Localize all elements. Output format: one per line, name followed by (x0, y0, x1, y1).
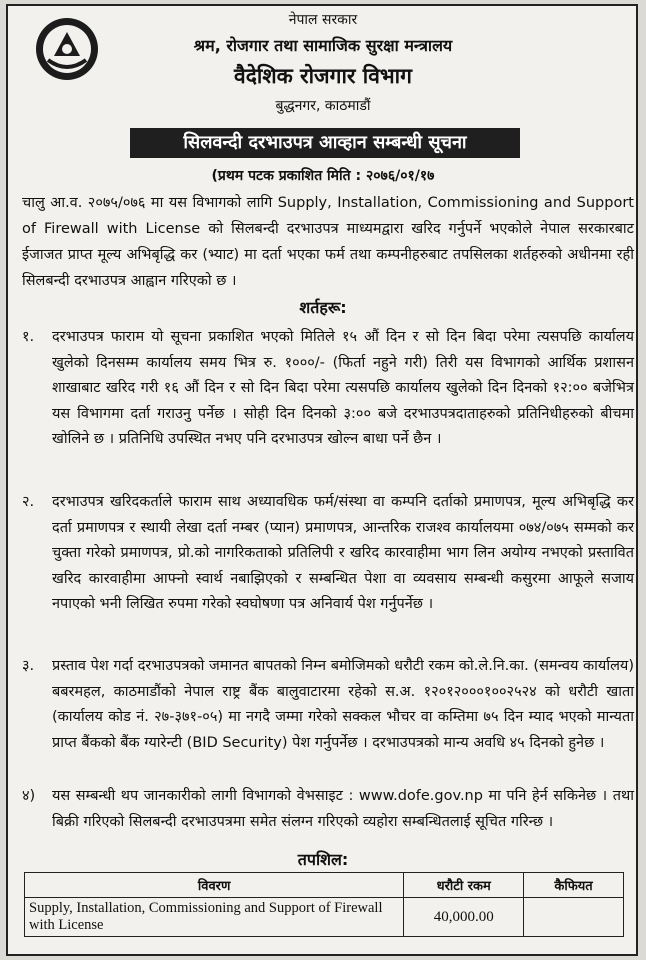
cell-description: Supply, Installation, Commissioning and Support of Firewall with License (25, 898, 404, 937)
term-item (14, 490, 634, 618)
column-header-deposit: धरौटी रकम (404, 873, 524, 898)
term-number: १. (22, 329, 35, 345)
term-text: यस सम्बन्धी थप जानकारीको लागी विभागको वेभसाइट : www.dofe.gov.np मा पनि हेर्न सकिनेछ । तथा बिक्री गरिएको सिलबन्दी दरभाउपत्रमा समेत संलग्न गरिएको व्यहोरा सम्बन्धितलाई सूचित गरिन्छ । (52, 788, 634, 830)
term-number: ४) (22, 788, 36, 804)
term-item (14, 654, 634, 756)
term-text: दरभाउपत्र फाराम यो सूचना प्रकाशित भएको मितिले १५ औं दिन र सो दिन बिदा परेमा त्यसपछि कार्यालय खुलेको दिनसम्म कार्यालय समय भित्र रु. १०००/- (फिर्ता नहुने गरी) तिरी यस विभागको आर्थिक प्रशासन शाखाबाट खरिद गरी १६ औं दिन र सो दिन बिदा परेमा त्यसपछि कार्यालय खुलेको दिन दिनको १२:०० बजेभित्र यस विभागमा दर्ता गराउनु पर्नेछ । सोही दिन दिनको ३:०० बजे दरभाउपत्रदाताहरुको प्रतिनिधीहरुको बीचमा खोलिने छ । प्रतिनिधि उपस्थित नभए पनि दरभाउपत्र खोल्न बाधा पर्ने छैन । (52, 329, 634, 447)
table-row (25, 898, 624, 937)
office-location: बुद्धनगर, काठमाडौं (275, 98, 371, 114)
schedule-heading: तपशिल: (297, 850, 349, 869)
term-number: ३. (22, 658, 35, 674)
term-item (14, 325, 634, 453)
notice-title: सिलवन्दी दरभाउपत्र आव्हान सम्बन्धी सूचना (130, 128, 520, 158)
government-name: नेपाल सरकार (288, 12, 358, 28)
schedule-table (24, 872, 624, 937)
cell-remarks (524, 898, 624, 937)
term-text: दरभाउपत्र खरिदकर्ताले फाराम साथ अध्यावधिक फर्म/संस्था वा कम्पनि दर्ताको प्रमाणपत्र, मूल्य अभिबृद्धि कर दर्ता प्रमाणपत्र र स्थायी लेखा दर्ता नम्बर (प्यान) प्रमाणपत्र, आन्तरिक राजश्व कार्यालयमा ०७४/०७५ सम्मको कर चुक्ता गरेको प्रमाणपत्र, प्रो.को नागरिकताको प्रतिलिपी र खरिद कारवाहीमा भाग लिन अयोग्य नभएको प्रस्तावित खरिद कारवाहीमा आफ्नो स्वार्थ नबाझिएको र सम्बन्धित पेशा वा व्यवसाय सम्बन्धी कसुरमा आफूले सजाय नपाएको भनी लिखित रुपमा गरेको स्वघोषणा पत्र अनिवार्य पेश गर्नुपर्नेछ । (52, 494, 634, 612)
cell-deposit-amount: 40,000.00 (404, 898, 524, 937)
term-number: २. (22, 494, 35, 510)
term-item (14, 784, 634, 835)
ministry-name: श्रम, रोजगार तथा सामाजिक सुरक्षा मन्त्रालय (193, 36, 453, 55)
published-date: (प्रथम पटक प्रकाशित मिति : २०७६/०१/१७ (211, 168, 435, 184)
terms-heading: शर्तहरू: (299, 298, 347, 317)
term-text: प्रस्ताव पेश गर्दा दरभाउपत्रको जमानत बापतको निम्न बमोजिमको धरौटी रकम को.ले.नि.का. (समन्वय कार्यालय) बबरमहल, काठमाडौंको नेपाल राष्ट्र बैंक बालुवाटारमा रहेको स.अ. १२०१२०००१००२५२४ को धरौटी खाता (कार्यालय कोड नं. २७-३७१-०५) मा नगदै जम्मा गरेको सक्कल भौचर वा कम्तिमा ७५ दिन म्याद भएको मान्यता प्राप्त बैंकको बैंक ग्यारेन्टी (BID Security) पेश गर्नुपर्नेछ । दरभाउपत्रको मान्य अवधि ४५ दिनको हुनेछ । (52, 658, 634, 751)
column-header-description: विवरण (25, 873, 404, 898)
department-name: वैदेशिक रोजगार विभाग (234, 64, 412, 88)
column-header-remarks: कैफियत (524, 873, 624, 898)
intro-paragraph: चालु आ.व. २०७५/०७६ मा यस विभागको लागि Supply, Installation, Commissioning and Support of Firewall with License को सिलबन्दी दरभाउपत्र माध्यमद्वारा खरिद गर्नुपर्ने भएकोले नेपाल सरकारबाट ईजाजत प्राप्त मूल्य अभिबृद्धि कर (भ्याट) मा दर्ता भएका फर्म तथा कम्पनीहरुबाट तपसिलका शर्तहरुको अधीनमा रही सिलबन्दी दरभाउपत्र आह्वान गरिएको छ । (22, 195, 634, 289)
table-header-row (25, 873, 624, 898)
